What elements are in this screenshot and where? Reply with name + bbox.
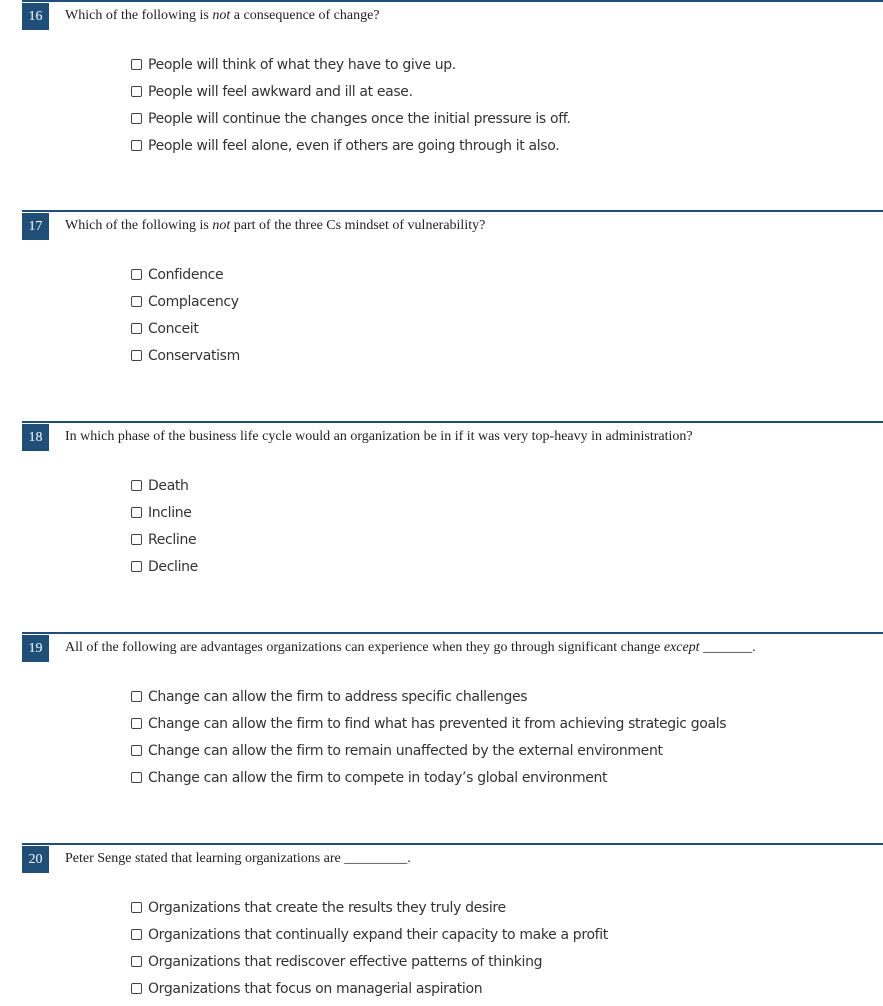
question-20 <box>0 843 883 1006</box>
checkbox[interactable] <box>131 507 142 518</box>
checkbox[interactable] <box>131 956 142 967</box>
checkbox[interactable] <box>131 113 142 124</box>
answer-option[interactable]: Conceit <box>131 315 240 342</box>
answer-options <box>131 261 240 369</box>
checkbox[interactable] <box>131 983 142 994</box>
answer-option[interactable]: Organizations that create the results they truly desire <box>131 894 608 921</box>
question-number-badge: 17 <box>22 213 49 240</box>
question-text: All of the following are advantages organizations can experience when they go through significant change except _______. <box>65 640 756 655</box>
question-divider <box>22 843 883 845</box>
answer-option[interactable]: Recline <box>131 526 198 553</box>
answer-option[interactable]: Complacency <box>131 288 240 315</box>
answer-option[interactable]: Change can allow the firm to compete in today’s global environment <box>131 764 726 791</box>
checkbox[interactable] <box>131 59 142 70</box>
question-number-badge: 19 <box>22 635 49 662</box>
answer-options <box>131 472 198 580</box>
question-text: Which of the following is not a consequence of change? <box>65 8 380 23</box>
answer-option[interactable]: People will feel alone, even if others are going through it also. <box>131 132 570 159</box>
answer-option[interactable]: People will feel awkward and ill at ease. <box>131 78 570 105</box>
answer-option[interactable]: Organizations that rediscover effective patterns of thinking <box>131 948 608 975</box>
answer-option[interactable]: Death <box>131 472 198 499</box>
checkbox[interactable] <box>131 718 142 729</box>
checkbox[interactable] <box>131 561 142 572</box>
checkbox[interactable] <box>131 929 142 940</box>
answer-option[interactable]: Conservatism <box>131 342 240 369</box>
question-text: Peter Senge stated that learning organizations are _________. <box>65 851 411 866</box>
question-18 <box>0 421 883 632</box>
answer-option[interactable]: People will continue the changes once the initial pressure is off. <box>131 105 570 132</box>
checkbox[interactable] <box>131 296 142 307</box>
question-number-badge: 18 <box>22 424 49 451</box>
answer-options <box>131 894 608 1002</box>
answer-option[interactable]: Organizations that focus on managerial aspiration <box>131 975 608 1002</box>
checkbox[interactable] <box>131 269 142 280</box>
answer-option[interactable]: Change can allow the firm to find what has prevented it from achieving strategic goals <box>131 710 726 737</box>
answer-options <box>131 683 726 791</box>
checkbox[interactable] <box>131 323 142 334</box>
question-divider <box>22 0 883 2</box>
question-text: In which phase of the business life cycle would an organization be in if it was very top-heavy in administration? <box>65 429 693 444</box>
question-number-badge: 20 <box>22 846 49 873</box>
answer-options <box>131 51 570 159</box>
question-number-badge: 16 <box>22 3 49 30</box>
checkbox[interactable] <box>131 350 142 361</box>
question-divider <box>22 632 883 634</box>
answer-option[interactable]: Confidence <box>131 261 240 288</box>
checkbox[interactable] <box>131 902 142 913</box>
question-19 <box>0 632 883 843</box>
checkbox[interactable] <box>131 691 142 702</box>
question-17 <box>0 210 883 421</box>
answer-option[interactable]: Change can allow the firm to address specific challenges <box>131 683 726 710</box>
checkbox[interactable] <box>131 534 142 545</box>
question-16 <box>0 0 883 211</box>
answer-option[interactable]: Incline <box>131 499 198 526</box>
checkbox[interactable] <box>131 745 142 756</box>
answer-option[interactable]: Change can allow the firm to remain unaffected by the external environment <box>131 737 726 764</box>
checkbox[interactable] <box>131 140 142 151</box>
question-text: Which of the following is not part of the three Cs mindset of vulnerability? <box>65 218 486 233</box>
checkbox[interactable] <box>131 480 142 491</box>
answer-option[interactable]: Organizations that continually expand their capacity to make a profit <box>131 921 608 948</box>
question-divider <box>22 210 883 212</box>
checkbox[interactable] <box>131 772 142 783</box>
answer-option[interactable]: Decline <box>131 553 198 580</box>
question-divider <box>22 421 883 423</box>
checkbox[interactable] <box>131 86 142 97</box>
answer-option[interactable]: People will think of what they have to give up. <box>131 51 570 78</box>
